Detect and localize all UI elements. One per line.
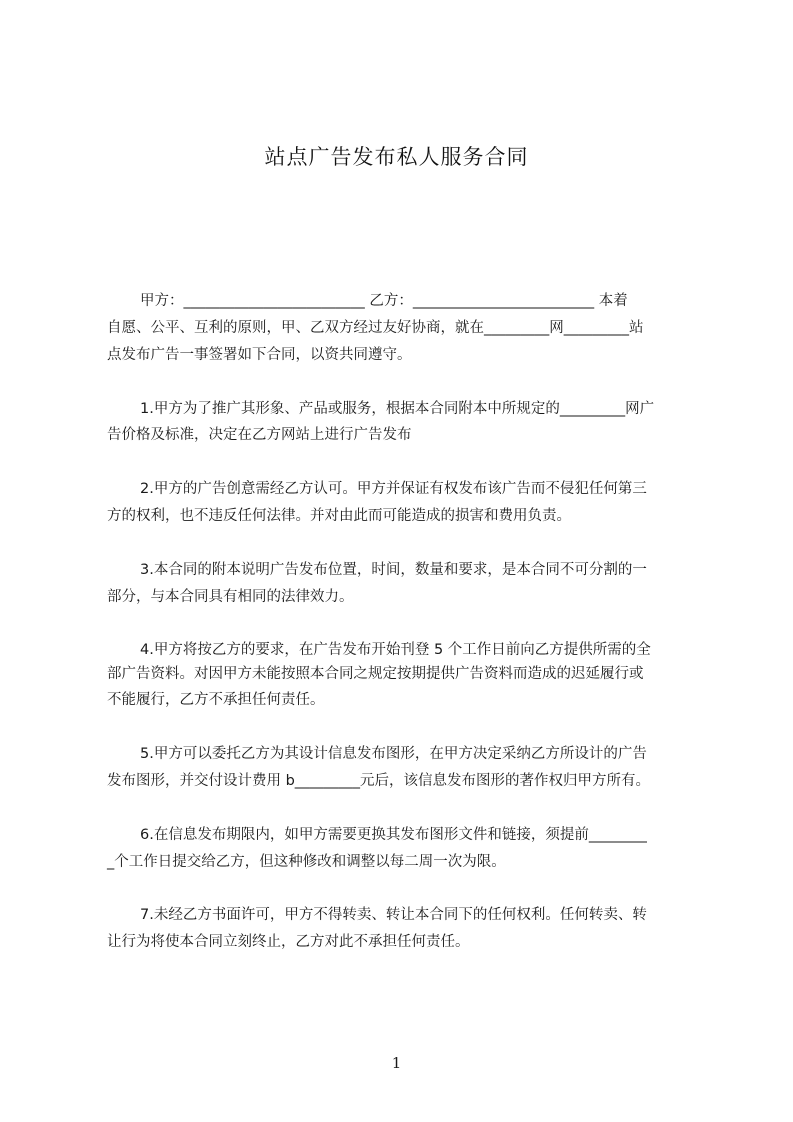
paragraph-line: 方的权利，也不违反任何法律。并对由此而可能造成的损害和费用负责。	[107, 508, 571, 524]
paragraph-line: 不能履行，乙方不承担任何责任。	[107, 692, 325, 708]
paragraph-line: 部分，与本合同具有相同的法律效力。	[107, 589, 354, 605]
paragraph-line: 甲方：_________________________ 乙方：_________________________ 本着	[140, 293, 628, 309]
paragraph-line: 6.在信息发布期限内，如甲方需要更换其发布图形文件和链接，须提前________	[140, 827, 647, 843]
paragraph-line: 4.甲方将按乙方的要求，在广告发布开始刊登 5 个工作日前向乙方提供所需的全	[140, 642, 651, 658]
paragraph-line: 3.本合同的附本说明广告发布位置，时间，数量和要求，是本合同不可分割的一	[140, 562, 647, 578]
paragraph-line: 2.甲方的广告创意需经乙方认可。甲方并保证有权发布该广告而不侵犯任何第三	[140, 481, 647, 497]
paragraph-line: _个工作日提交给乙方，但这种修改和调整以每二周一次为限。	[107, 854, 506, 870]
paragraph-line: 5.甲方可以委托乙方为其设计信息发布图形，在甲方决定采纳乙方所设计的广告	[140, 746, 647, 762]
paragraph-line: 让行为将使本合同立刻终止，乙方对此不承担任何责任。	[107, 934, 470, 950]
paragraph-line: 7.未经乙方书面许可，甲方不得转卖、转让本合同下的任何权利。任何转卖、转	[140, 907, 647, 923]
document-title: 站点广告发布私人服务合同	[264, 145, 529, 169]
page-number: 1	[391, 1054, 402, 1072]
paragraph-line: 告价格及标准，决定在乙方网站上进行广告发布	[107, 427, 412, 443]
paragraph-line: 发布图形，并交付设计费用 b_________元后，该信息发布图形的著作权归甲方所有。	[107, 773, 651, 789]
paragraph-line: 1.甲方为了推广其形象、产品或服务，根据本合同附本中所规定的_________网广	[140, 401, 655, 417]
paragraph-line: 自愿、公平、互利的原则，甲、乙双方经过友好协商，就在_________网_________站	[107, 320, 644, 336]
paragraph-line: 点发布广告一事签署如下合同，以资共同遵守。	[107, 347, 412, 363]
paragraph-line: 部广告资料。对因甲方未能按照本合同之规定按期提供广告资料而造成的迟延履行或	[107, 666, 644, 682]
